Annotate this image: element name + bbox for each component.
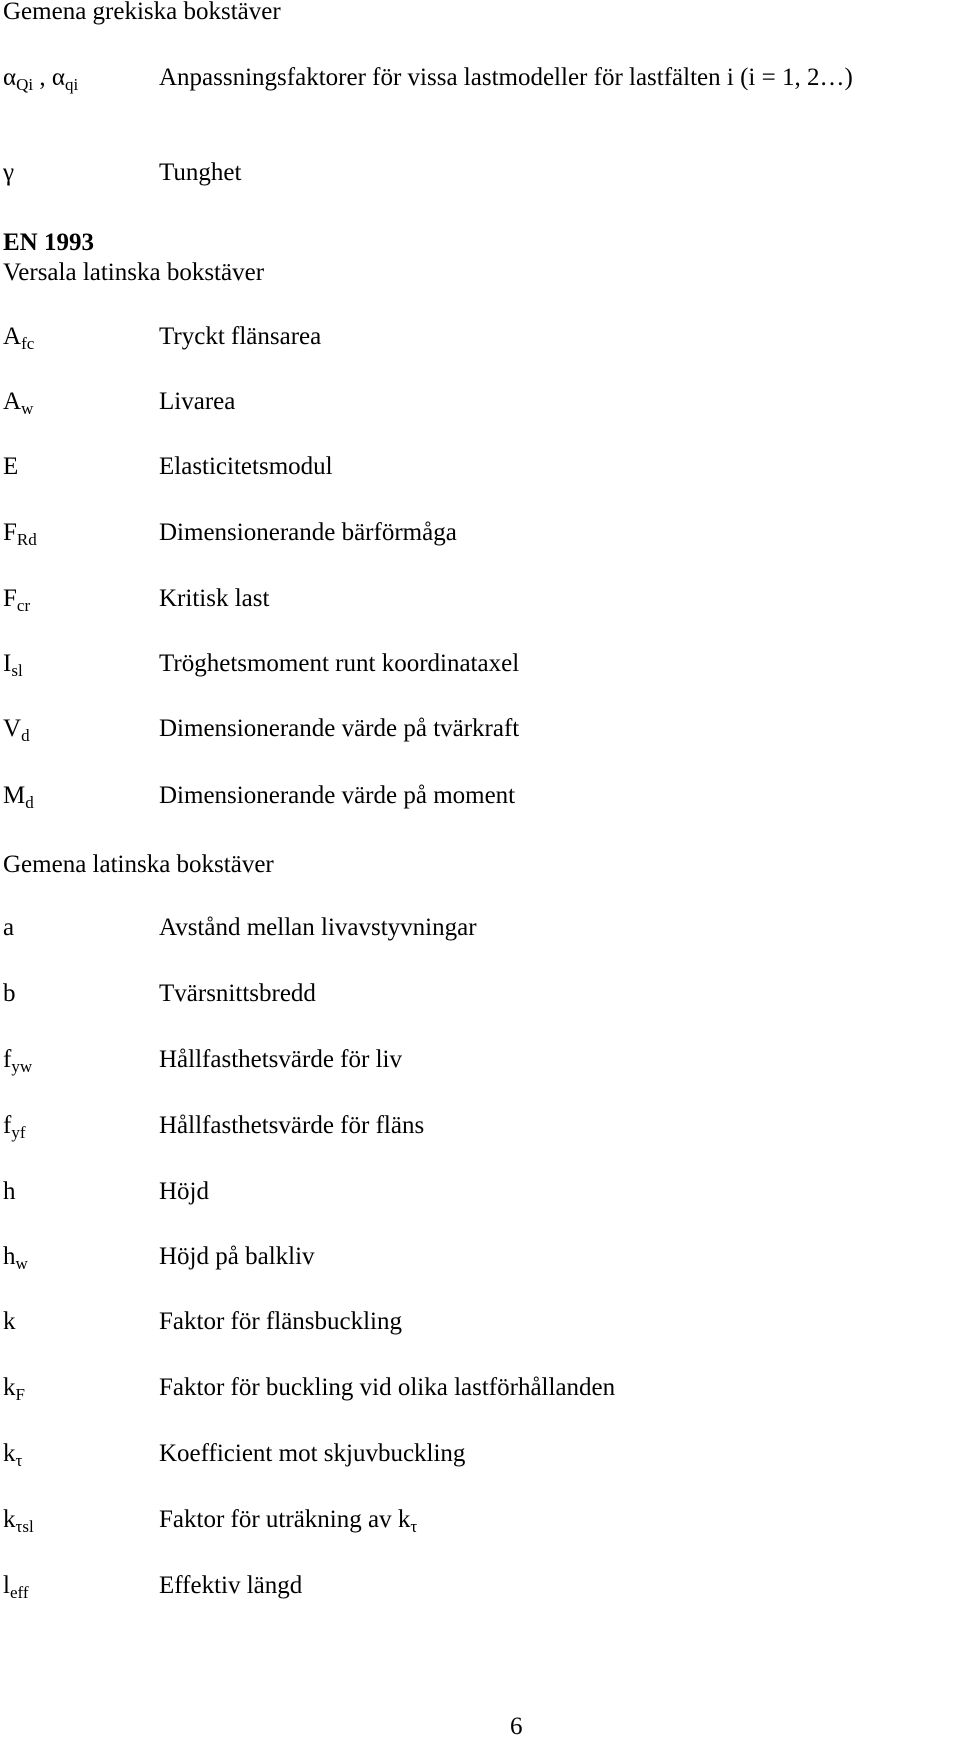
symbol-alpha-q: $\alpha_{Qi}$ , $\alpha_{qi}$ (3, 64, 79, 94)
definition-a-w: Livarea (159, 388, 236, 415)
definition-alpha-q: Anpassningsfaktorer för vissa lastmodeller för lastfälten i (i = 1, 2…) (159, 64, 853, 91)
symbol-k-tau: $k_\tau$ (3, 1440, 23, 1470)
definition-k: Faktor för flänsbuckling (159, 1308, 403, 1335)
definition-f-yf: Hållfasthetsvärde för fläns (159, 1112, 425, 1139)
definition-b: Tvärsnittsbredd (159, 980, 316, 1007)
definition-l-eff: Effektiv längd (159, 1572, 303, 1599)
symbol-b: b (3, 980, 16, 1007)
definition-f-rd: Dimensionerande bärförmåga (159, 519, 457, 546)
symbol-f-rd: $F_{Rd}$ (3, 519, 37, 549)
definition-v-d: Dimensionerande värde på tvärkraft (159, 715, 520, 742)
definition-h: Höjd (159, 1178, 209, 1205)
symbol-a-lower: a (3, 914, 15, 941)
symbol-l-eff: $l_{eff}$ (3, 1572, 29, 1602)
definition-a-fc: Tryckt flänsarea (159, 323, 322, 350)
symbol-e: E (3, 453, 19, 480)
definition-f-cr: Kritisk last (159, 585, 270, 612)
symbol-gamma: γ (3, 159, 15, 186)
symbol-a-w: $A_w$ (3, 388, 34, 418)
symbol-m-d: $M_d$ (3, 782, 34, 812)
page-number: 6 (510, 1713, 523, 1740)
symbol-h-w: $h_w$ (3, 1243, 28, 1273)
section-heading-latin-lowercase: Gemena latinska bokstäver (3, 851, 274, 878)
definition-i-sl: Tröghetsmoment runt koordinataxel (159, 650, 520, 677)
definition-k-tau: Koefficient mot skjuvbuckling (159, 1440, 466, 1467)
definition-k-tau-sl: Faktor för uträkning av $k_\tau$ (159, 1506, 418, 1536)
symbol-h: h (3, 1178, 16, 1205)
section-heading-latin-uppercase: Versala latinska bokstäver (3, 259, 265, 286)
symbol-k: k (3, 1308, 16, 1335)
symbol-f-yf: $f_{yf}$ (3, 1112, 26, 1142)
symbol-a-fc: $A_{fc}$ (3, 323, 35, 353)
symbol-v-d: $V_d$ (3, 715, 30, 745)
section-heading-standard: EN 1993 (3, 229, 94, 256)
definition-gamma: Tunghet (159, 159, 242, 186)
definition-e: Elasticitetsmodul (159, 453, 333, 480)
symbol-i-sl: $I_{sl}$ (3, 650, 23, 680)
symbol-k-f: $k_F$ (3, 1374, 25, 1404)
definition-a-lower: Avstånd mellan livavstyvningar (159, 914, 477, 941)
definition-m-d: Dimensionerande värde på moment (159, 782, 516, 809)
symbol-f-yw: $f_{yw}$ (3, 1046, 33, 1076)
symbol-f-cr: $F_{cr}$ (3, 585, 31, 615)
definition-k-f: Faktor för buckling vid olika lastförhållanden (159, 1374, 616, 1401)
definition-h-w: Höjd på balkliv (159, 1243, 315, 1270)
definition-f-yw: Hållfasthetsvärde för liv (159, 1046, 402, 1073)
section-heading-greek-lowercase: Gemena grekiska bokstäver (3, 0, 281, 25)
symbol-k-tau-sl: $k_{\tau sl}$ (3, 1506, 34, 1536)
